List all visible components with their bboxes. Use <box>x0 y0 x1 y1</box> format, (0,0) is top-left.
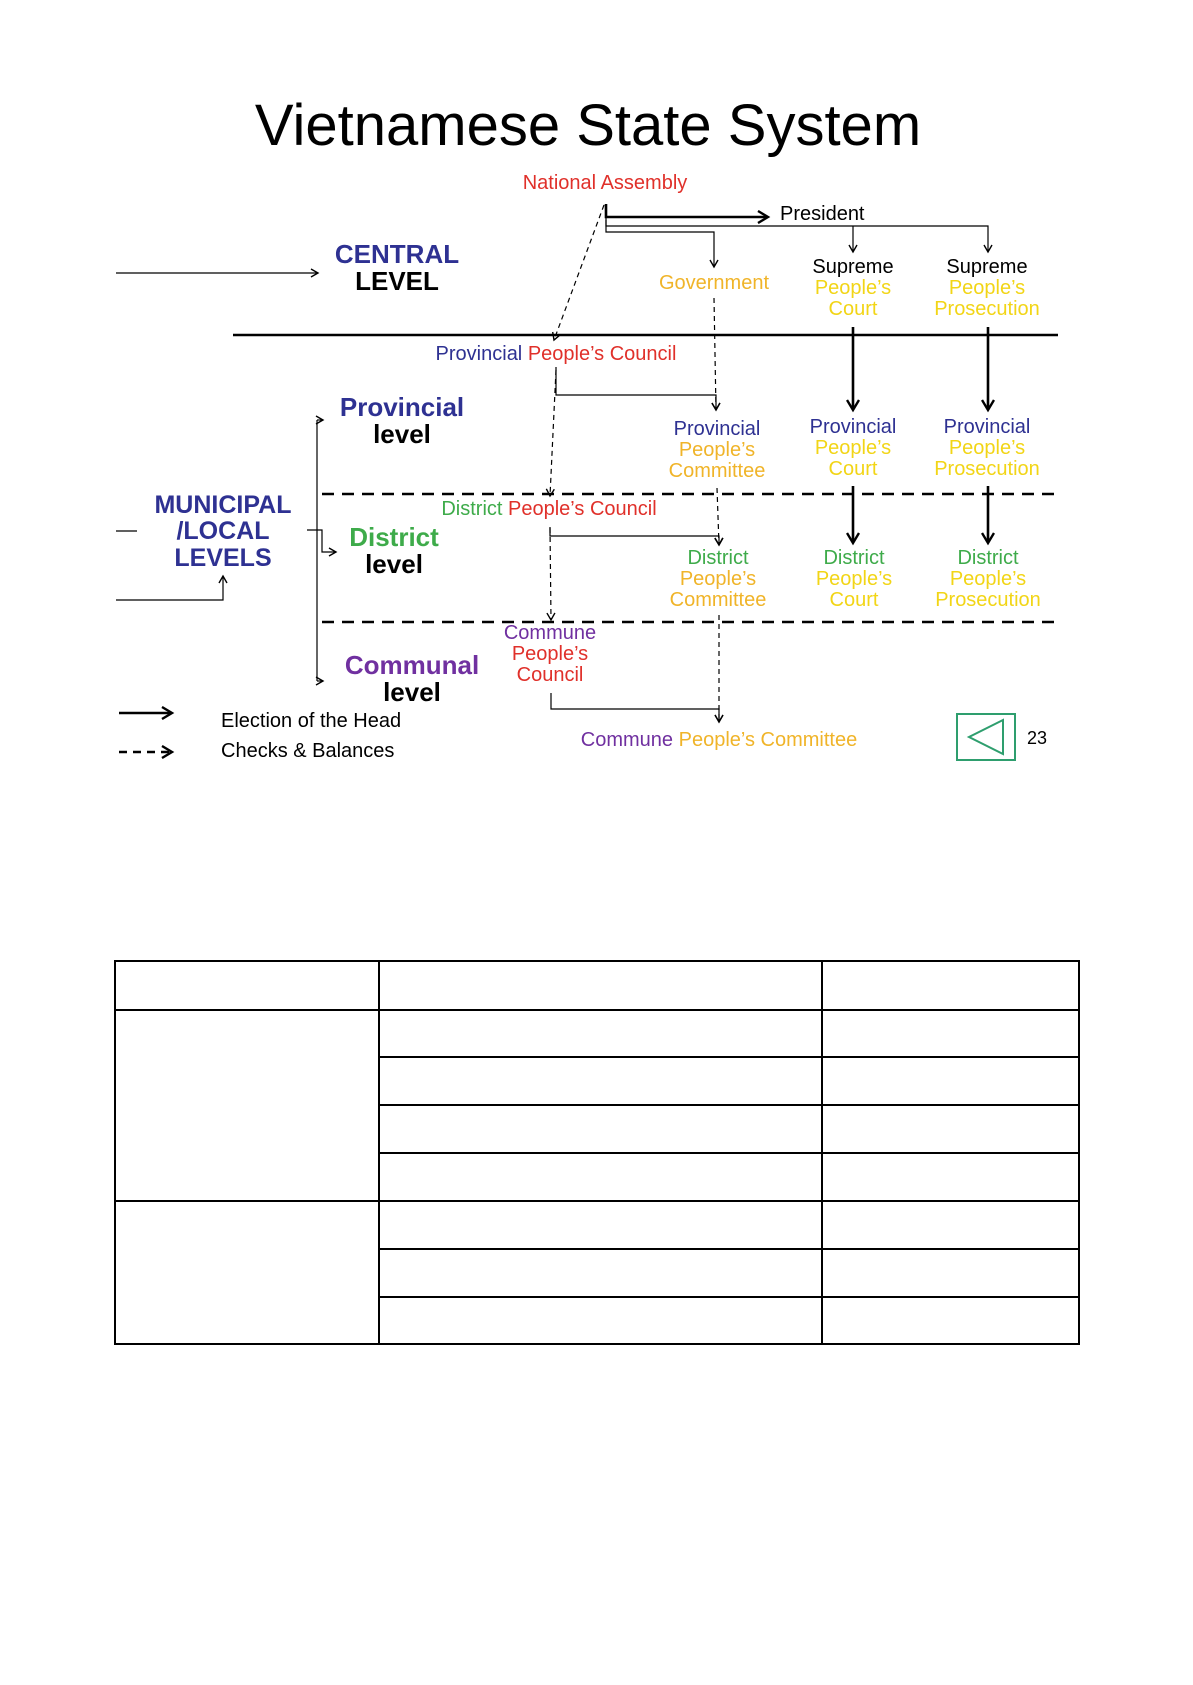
provincial-council-part1: Provincial <box>435 343 523 365</box>
district-level-label <box>349 524 439 579</box>
district-court-line1: District <box>823 547 885 569</box>
district-peoples-committee <box>670 548 767 611</box>
district-committee-line2: People’s <box>679 568 757 590</box>
supreme-prosecution-line3: Prosecution <box>934 298 1040 320</box>
district-council-to-committee <box>550 527 719 545</box>
provincial-prosecution-line2: People’s <box>948 437 1026 459</box>
municipal-local-levels-label <box>154 492 291 571</box>
provincial-court-line1: Provincial <box>809 416 897 438</box>
provincial-peoples-court <box>810 417 897 480</box>
district-court-line3: Court <box>829 589 879 611</box>
table-cell <box>822 1010 1079 1057</box>
district-prosecution-line3: Prosecution <box>935 589 1041 611</box>
provincial-committee-line1: Provincial <box>673 418 761 440</box>
government: Government <box>658 272 770 294</box>
assembly-to-president-arrow <box>606 204 768 217</box>
table-cell <box>115 1201 379 1344</box>
government-to-provincial-committee-dashed <box>714 298 716 410</box>
supreme-peoples-court <box>812 257 893 320</box>
table-cell <box>379 961 822 1010</box>
table-cell <box>379 1153 822 1201</box>
national-assembly: National Assembly <box>522 172 688 194</box>
provincial-to-district-council-dashed <box>550 370 556 496</box>
provincial-peoples-council <box>436 344 677 365</box>
triangle-left-icon <box>956 713 1016 761</box>
page-title: Vietnamese State System <box>254 93 922 158</box>
table-cell <box>379 1249 822 1297</box>
table-header-row <box>115 961 1079 1010</box>
communal-level-line1: Communal <box>344 650 480 680</box>
provincial-council-to-committee <box>556 367 716 410</box>
commune-peoples-council <box>504 623 596 686</box>
communal-level-line2: level <box>383 677 441 708</box>
assembly-to-provincial-council-dashed <box>554 205 604 340</box>
supreme-court-line2: People’s <box>814 277 892 299</box>
local-bottom-arrow <box>116 576 223 600</box>
district-prosecution-line2: People’s <box>949 568 1027 590</box>
table-cell <box>115 961 379 1010</box>
provincial-level-line2: level <box>373 419 431 450</box>
table-cell <box>822 1105 1079 1153</box>
commune-council-line1: Commune <box>503 622 597 644</box>
central-label-line1: CENTRAL <box>334 239 460 269</box>
district-peoples-council <box>441 499 656 520</box>
legend-solid-label: Election of the Head <box>221 710 402 732</box>
table-cell <box>379 1105 822 1153</box>
provincial-committee-line2: People’s <box>678 439 756 461</box>
provincial-prosecution-line1: Provincial <box>943 416 1031 438</box>
provincial-peoples-committee <box>669 419 766 482</box>
commune-council-to-committee <box>551 693 719 722</box>
table-cell <box>115 1010 379 1201</box>
assembly-to-government-arrow <box>606 217 714 267</box>
central-label-line2: LEVEL <box>355 266 439 297</box>
provincial-level-label <box>340 394 464 449</box>
supreme-court-line3: Court <box>828 298 878 320</box>
page-number: 23 <box>1027 728 1048 748</box>
table-cell <box>822 1057 1079 1105</box>
table-cell <box>822 961 1079 1010</box>
district-council-part1: District <box>441 498 503 520</box>
provincial-level-line1: Provincial <box>339 392 465 422</box>
back-button[interactable] <box>956 713 1016 761</box>
commune-council-line2: People’s <box>511 643 589 665</box>
table-cell <box>822 1297 1079 1344</box>
table-cell <box>822 1153 1079 1201</box>
supreme-peoples-prosecution <box>934 257 1040 320</box>
commune-committee-part2: People’s Committee <box>678 729 858 751</box>
commune-committee-part1: Commune <box>580 729 674 751</box>
table-row <box>115 1201 1079 1249</box>
table-cell <box>822 1249 1079 1297</box>
local-label-line1: MUNICIPAL <box>154 491 292 519</box>
empty-table <box>114 960 1080 1345</box>
supreme-court-line1: Supreme <box>812 256 894 278</box>
district-peoples-prosecution <box>935 548 1041 611</box>
commune-council-line3: Council <box>516 664 584 686</box>
table-cell <box>379 1010 822 1057</box>
table-cell <box>379 1297 822 1344</box>
supreme-prosecution-line2: People’s <box>948 277 1026 299</box>
provincial-committee-line3: Committee <box>668 460 766 482</box>
local-label-line2: /LOCAL <box>176 517 270 546</box>
provincial-peoples-prosecution <box>934 417 1040 480</box>
district-court-line2: People’s <box>815 568 893 590</box>
district-prosecution-line1: District <box>957 547 1019 569</box>
provincial-court-line2: People’s <box>814 437 892 459</box>
district-level-line2: level <box>365 549 423 580</box>
local-label-line3: LEVELS <box>174 543 272 572</box>
district-level-line1: District <box>349 522 439 552</box>
provincial-court-line3: Court <box>828 458 878 480</box>
district-peoples-court <box>816 548 892 611</box>
district-to-commune-council-dashed <box>550 528 551 620</box>
communal-level-label <box>345 652 479 707</box>
district-committee-line3: Committee <box>669 589 767 611</box>
table-cell <box>822 1201 1079 1249</box>
provincial-council-part2: People’s Council <box>527 343 677 365</box>
supreme-prosecution-line1: Supreme <box>946 256 1028 278</box>
bracket-link-district <box>307 530 336 552</box>
district-committee-line1: District <box>687 547 749 569</box>
legend-dashed-label: Checks & Balances <box>221 740 395 762</box>
table-cell <box>379 1201 822 1249</box>
provincial-prosecution-line3: Prosecution <box>934 458 1040 480</box>
table-row <box>115 1010 1079 1057</box>
district-council-part2: People’s Council <box>508 498 657 520</box>
commune-peoples-committee <box>581 730 857 751</box>
central-level-label <box>335 241 459 296</box>
table-cell <box>379 1057 822 1105</box>
president: President <box>780 203 865 225</box>
